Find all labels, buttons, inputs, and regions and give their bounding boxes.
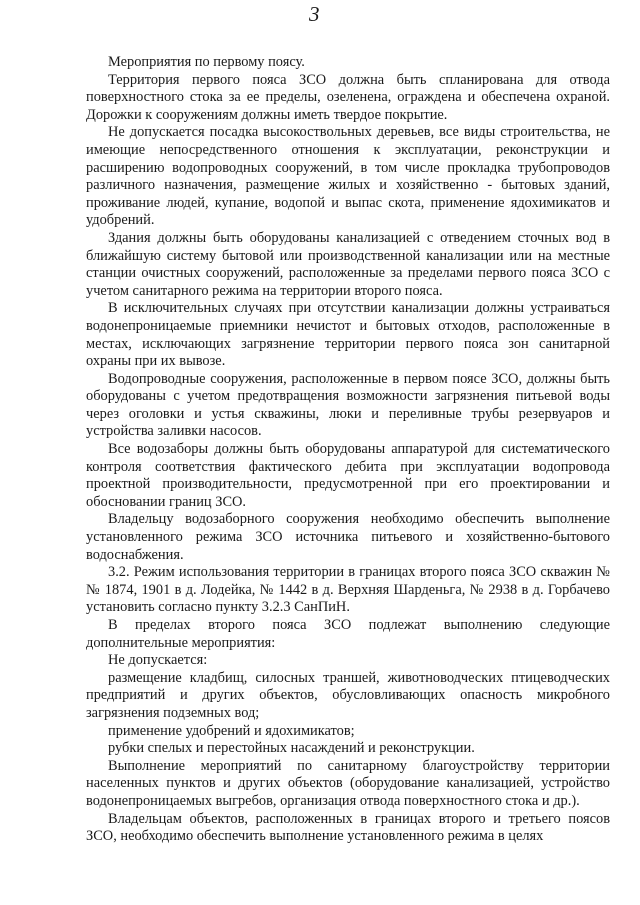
paragraph: Выполнение мероприятий по санитарному благоустройству территории населенных пунктов и других объектов (оборудование канализацией, устройство водонепроницаемых выгребов, организация отвода поверхностного стока и др.).	[86, 757, 610, 809]
section-heading: Мероприятия по первому поясу.	[108, 54, 305, 70]
paragraph: Не допускается посадка высокоствольных деревьев, все виды строительства, не имеющие непосредственного отношения к эксплуатации, реконструкции и расширению водопроводных сооружений, в том числе прокладка трубопроводов различного назначения, размещение жилых и хозяйственно - бытовых зданий, проживание людей, купание, водопой и выпас скота, применение ядохимикатов и удобрений.	[86, 124, 610, 229]
document-body	[86, 54, 610, 846]
page-number: 3	[309, 2, 320, 26]
paragraph: Все водозаборы должны быть оборудованы аппаратурой для систематического контроля соответствия фактического дебита при эксплуатации водопровода проектной производительности, предусмотренной при его проектировании и обосновании границ ЗСО.	[86, 441, 610, 510]
paragraph: Владельцу водозаборного сооружения необходимо обеспечить выполнение установленного режима ЗСО источника питьевого и хозяйственно-бытового водоснабжения.	[86, 511, 610, 563]
paragraph: Не допускается:	[108, 652, 208, 669]
paragraph: Здания должны быть оборудованы канализацией с отведением сточных вод в ближайшую систему бытовой или производственной канализации или на местные станции очистных сооружений, расположенные за пределами первого пояса ЗСО с учетом санитарного режима на территории второго пояса.	[86, 229, 610, 299]
paragraph: В пределах второго пояса ЗСО подлежат выполнению следующие дополнительные мероприятия:	[86, 617, 610, 651]
paragraph: Владельцам объектов, расположенных в границах второго и третьего поясов ЗСО, необходимо обеспечить выполнение установленного режима в целях	[86, 810, 610, 845]
paragraph: 3.2. Режим использования территории в границах второго пояса ЗСО скважин №№ 1874, 1901 в д. Лодейка, № 1442 в д. Верхняя Шарденьга, № 2938 в д. Горбачево установить согласно пункту 3.2.3 СанПиН.	[86, 564, 610, 616]
list-item: рубки спелых и перестойных насаждений и реконструкции.	[108, 740, 475, 757]
paragraph: Территория первого пояса ЗСО должна быть спланирована для отвода поверхностного стока за ее пределы, озеленена, ограждена и обеспечена охраной. Дорожки к сооружениям должны иметь твердое покрытие.	[86, 71, 610, 123]
list-item: размещение кладбищ, силосных траншей, животноводческих птицеводческих предприятий и других объектов, обусловливающих опасность микробного загрязнения подземных вод;	[86, 669, 610, 721]
paragraph: Водопроводные сооружения, расположенные в первом поясе ЗСО, должны быть оборудованы с учетом предотвращения возможности загрязнения питьевой воды через оголовки и устья скважины, люки и переливные трубы резервуаров и устройства заливки насосов.	[86, 370, 610, 440]
list-item: применение удобрений и ядохимикатов;	[108, 722, 355, 739]
paragraph: В исключительных случаях при отсутствии канализации должны устраиваться водонепроницаемые приемники нечистот и бытовых отходов, расположенные в местах, исключающих загрязнение территории первого пояса зон санитарной охраны при их вывозе.	[86, 300, 610, 370]
